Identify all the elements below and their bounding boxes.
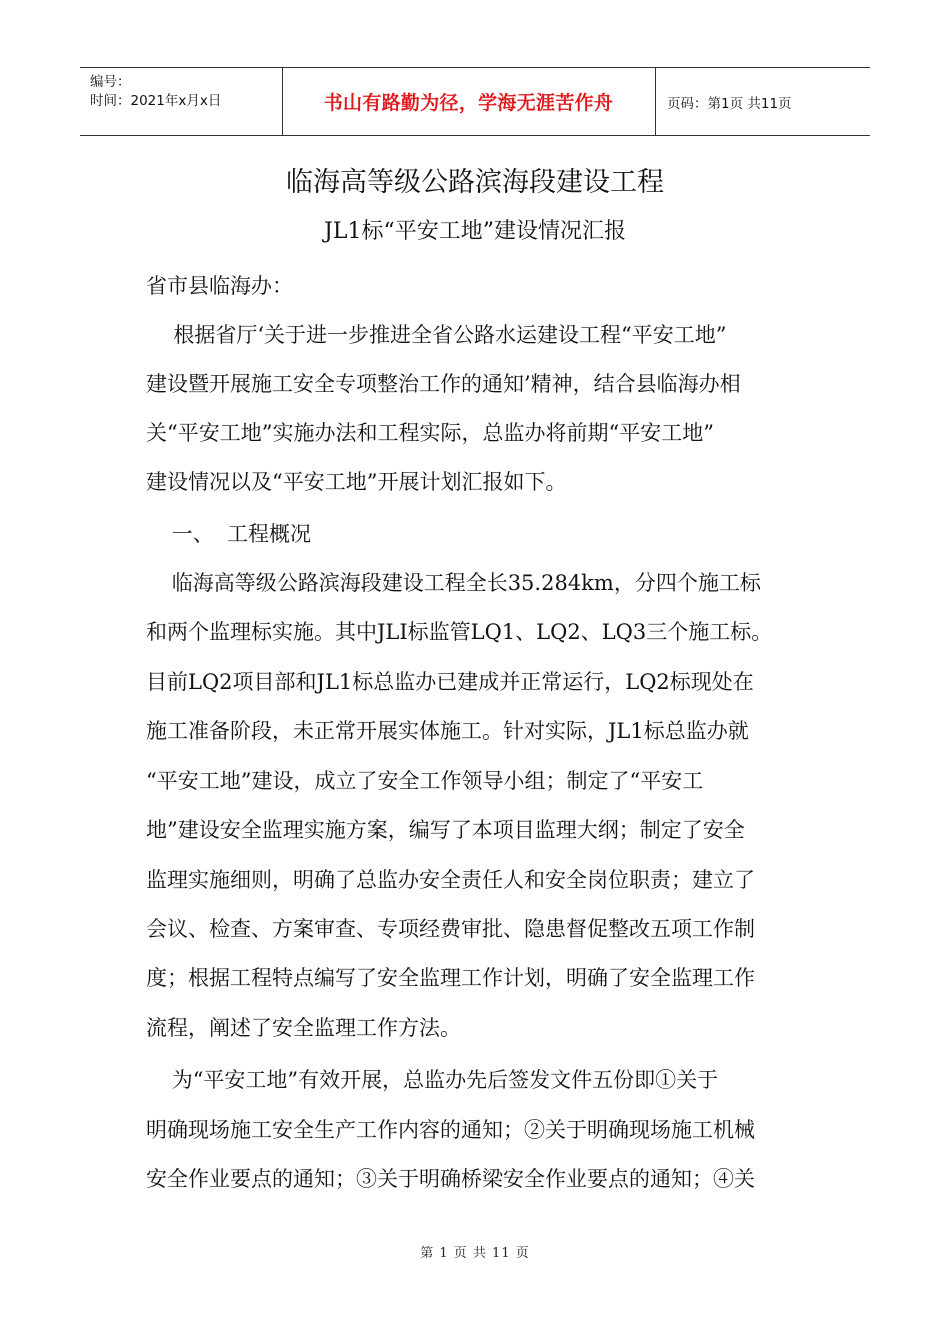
body-line: 流程，阐述了安全监理工作方法。 bbox=[146, 1016, 461, 1040]
date-label: 时间：2021年x月x日 bbox=[90, 93, 222, 109]
body-line: 安全作业要点的通知；③关于明确桥梁安全作业要点的通知；④关 bbox=[146, 1167, 755, 1191]
body-line: 临海高等级公路滨海段建设工程全长35.284km，分四个施工标 bbox=[145, 571, 761, 595]
header-table bbox=[80, 67, 870, 136]
body-line: 建设暨开展施工安全专项整治工作的通知’精神，结合县临海办相 bbox=[146, 372, 741, 396]
body-line: 建设情况以及“平安工地”开展计划汇报如下。 bbox=[146, 470, 567, 494]
body-line: 明确现场施工安全生产工作内容的通知；②关于明确现场施工机械 bbox=[146, 1118, 755, 1142]
header-motto: 书山有路勤为径，学海无涯苦作舟 bbox=[323, 92, 614, 114]
header-meta bbox=[90, 73, 221, 111]
body-line: 为“平安工地”有效开展，总监办先后签发文件五份即①关于 bbox=[145, 1068, 719, 1092]
body-line: “平安工地”建设，成立了安全工作领导小组；制定了“平安工 bbox=[146, 769, 704, 793]
body-line: 目前LQ2项目部和JL1标总监办已建成并正常运行，LQ2标现处在 bbox=[146, 670, 754, 694]
body-line: 根据省厅‘关于进一步推进全省公路水运建设工程“平安工地” bbox=[160, 323, 727, 347]
page-footer: 第 1 页 共 11 页 bbox=[420, 1246, 530, 1261]
body-line: 施工准备阶段，未正常开展实体施工。针对实际，JL1标总监办就 bbox=[146, 719, 749, 743]
body-line: 关“平安工地”实施办法和工程实际，总监办将前期“平安工地” bbox=[146, 421, 714, 445]
document-title: 临海高等级公路滨海段建设工程 bbox=[286, 167, 664, 198]
body-line: 会议、检查、方案审查、专项经费审批、隐患督促整改五项工作制 bbox=[146, 917, 755, 941]
body-line: 地”建设安全监理实施方案，编写了本项目监理大纲；制定了安全 bbox=[146, 818, 745, 842]
header-page-info: 页码：第1页 共11页 bbox=[667, 95, 792, 112]
salutation-line: 省市县临海办： bbox=[146, 274, 293, 298]
header-divider bbox=[655, 68, 656, 135]
serial-label: 编号： bbox=[90, 74, 131, 90]
body-line: 度；根据工程特点编写了安全监理工作计划，明确了安全监理工作 bbox=[146, 966, 755, 990]
body-line: 监理实施细则，明确了总监办安全责任人和安全岗位职责；建立了 bbox=[146, 868, 755, 892]
body-line: 和两个监理标实施。其中JLI标监管LQ1、LQ2、LQ3三个施工标。 bbox=[146, 620, 773, 644]
document-subtitle: JL1标“平安工地”建设情况汇报 bbox=[324, 219, 626, 244]
section-heading: 一、 工程概况 bbox=[145, 522, 312, 546]
